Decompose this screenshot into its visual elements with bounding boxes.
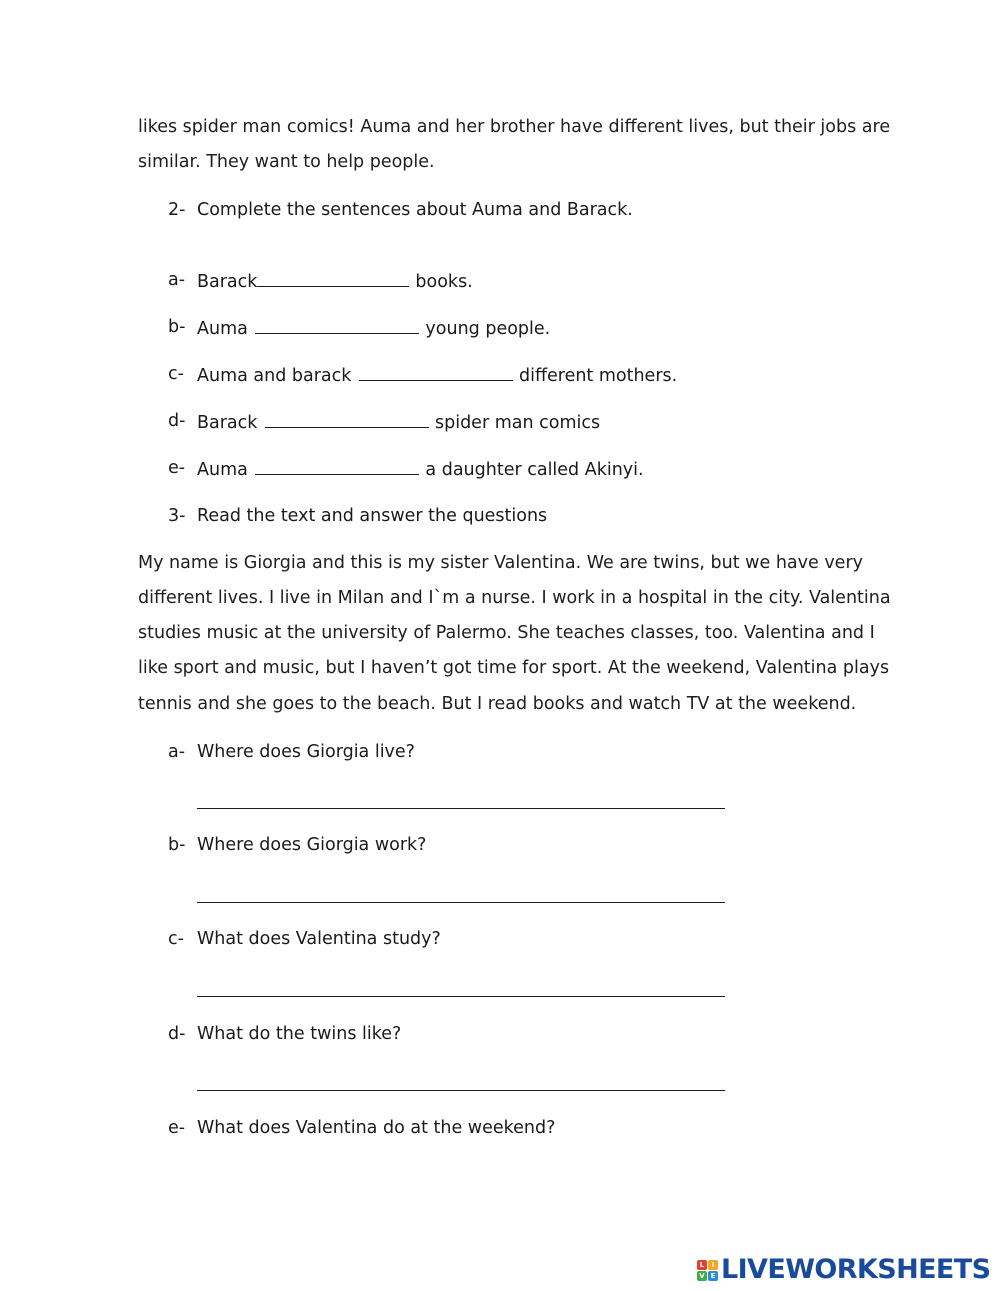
question-text: Where does Giorgia work? — [197, 835, 427, 855]
question-letter: b- — [168, 835, 186, 855]
fill-in-item — [0, 362, 1000, 386]
fill-in-item — [0, 268, 1000, 292]
question-text: What do the twins like? — [197, 1024, 402, 1044]
answer-input-line[interactable] — [197, 808, 725, 809]
fill-blank-input[interactable] — [265, 409, 429, 428]
question-text: What does Valentina study? — [197, 929, 441, 949]
item-text-before: Auma — [197, 460, 248, 480]
paragraph-line: like sport and music, but I haven’t got time for sport. At the weekend, Valentina plays — [138, 658, 890, 678]
item-letter: a- — [168, 270, 186, 290]
question-text: What does Valentina do at the weekend? — [197, 1118, 556, 1138]
fill-blank-input[interactable] — [255, 456, 419, 475]
item-letter: d- — [168, 411, 186, 431]
paragraph-line: tennis and she goes to the beach. But I read books and watch TV at the weekend. — [138, 694, 857, 714]
fill-blank-input[interactable] — [257, 268, 409, 287]
item-text-before: Auma and barack — [197, 366, 352, 386]
question-letter: e- — [168, 1118, 186, 1138]
liveworksheets-logo[interactable] — [697, 1255, 990, 1285]
exercise-number: 2- — [168, 200, 186, 220]
paragraph-line: likes spider man comics! Auma and her brother have different lives, but their jobs are — [138, 117, 891, 137]
item-text-after: young people. — [425, 319, 551, 339]
paragraph-line: similar. They want to help people. — [138, 152, 435, 172]
item-text-after: a daughter called Akinyi. — [425, 460, 644, 480]
answer-input-line[interactable] — [197, 902, 725, 903]
item-text-after: books. — [415, 272, 473, 292]
paragraph-line: studies music at the university of Palermo. She teaches classes, too. Valentina and I — [138, 623, 875, 643]
exercise-instruction: Read the text and answer the questions — [197, 506, 548, 526]
logo-mark-tile: E — [708, 1271, 718, 1281]
question-item — [0, 740, 1000, 764]
item-text-before: Auma — [197, 319, 248, 339]
question-letter: d- — [168, 1024, 186, 1044]
exercise-2-heading — [0, 198, 1000, 222]
item-text-after: spider man comics — [434, 413, 601, 433]
fill-in-item — [0, 315, 1000, 339]
question-item — [0, 833, 1000, 857]
question-text: Where does Giorgia live? — [197, 742, 415, 762]
fill-blank-input[interactable] — [255, 315, 419, 334]
exercise-number: 3- — [168, 506, 186, 526]
item-text-before: Barack — [197, 272, 258, 292]
answer-input-line[interactable] — [197, 996, 725, 997]
item-text-before: Barack — [197, 413, 258, 433]
paragraph-line: different lives. I live in Milan and I`m a nurse. I work in a hospital in the city. Valentina — [138, 588, 891, 608]
question-letter: a- — [168, 742, 186, 762]
question-item — [0, 927, 1000, 951]
exercise-instruction: Complete the sentences about Auma and Barack. — [197, 200, 633, 220]
logo-mark-tile: L — [697, 1260, 707, 1270]
item-letter: b- — [168, 317, 186, 337]
item-letter: e- — [168, 458, 186, 478]
exercise-3-heading — [0, 504, 1000, 528]
fill-in-item — [0, 456, 1000, 480]
item-letter: c- — [168, 364, 184, 384]
logo-mark-tile: V — [697, 1271, 707, 1281]
answer-input-line[interactable] — [197, 1090, 725, 1091]
paragraph-line: My name is Giorgia and this is my sister Valentina. We are twins, but we have very — [138, 553, 864, 573]
fill-in-item — [0, 409, 1000, 433]
question-letter: c- — [168, 929, 184, 949]
question-item — [0, 1022, 1000, 1046]
logo-mark-icon — [697, 1260, 718, 1281]
logo-text: LIVEWORKSHEETS — [721, 1254, 991, 1285]
item-text-after: different mothers. — [518, 366, 678, 386]
logo-mark-tile: I — [708, 1260, 718, 1270]
fill-blank-input[interactable] — [359, 362, 513, 381]
question-item — [0, 1116, 1000, 1140]
